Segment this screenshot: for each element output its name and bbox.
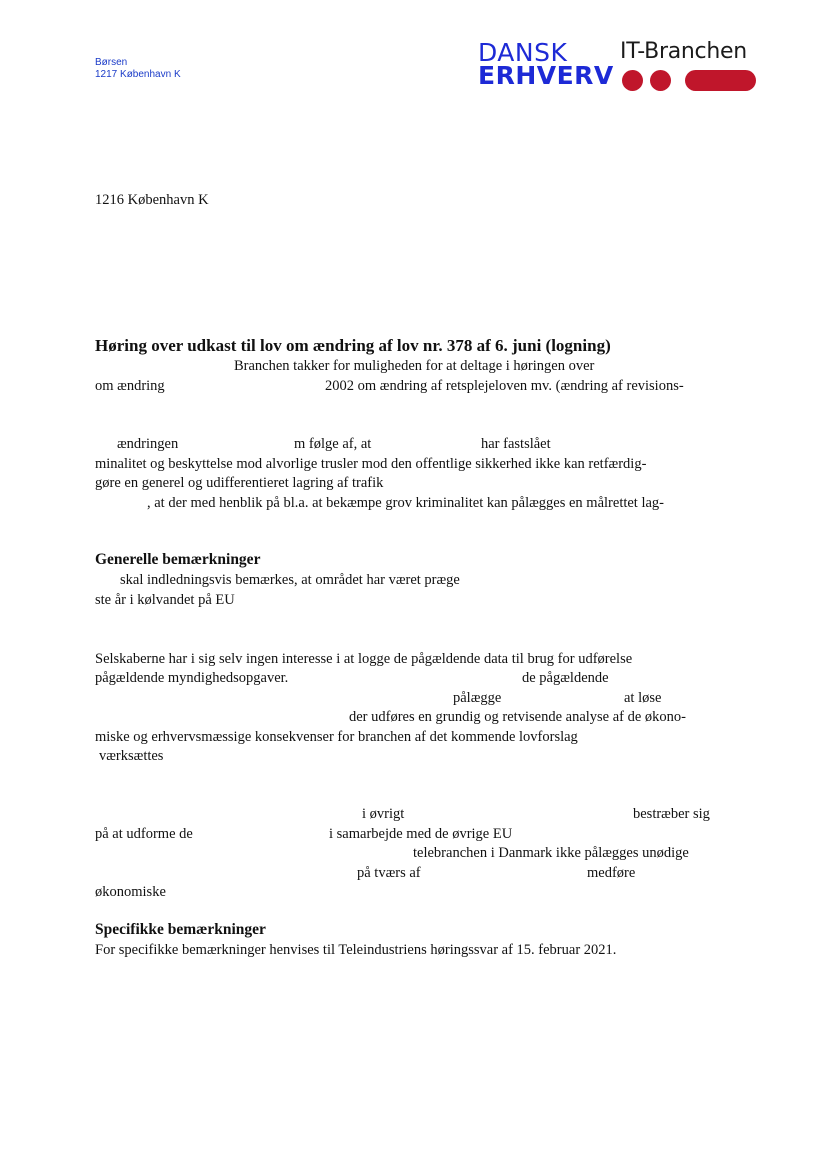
dansk-erhverv-logo-line-1: DANSK — [478, 38, 568, 67]
companies-line: miske og erhvervsmæssige konsekvenser for branchen af det kommende lovforslag — [95, 729, 578, 745]
general-line: ste år i kølvandet på EU — [95, 592, 235, 608]
companies-line: pågældende myndighedsopgaver. — [95, 670, 289, 686]
companies-line: værksættes — [99, 748, 164, 764]
companies-line: pålægge — [453, 690, 502, 706]
logo-dot-1 — [622, 70, 643, 91]
recipient-city: 1216 København K — [95, 192, 209, 208]
closing-line: i samarbejde med de øvrige EU — [329, 826, 513, 842]
intro-line: Branchen takker for muligheden for at deltage i høringen over — [234, 358, 595, 374]
background-line: gøre en generel og udifferentieret lagring af trafik — [95, 475, 384, 491]
intro-line: om ændring — [95, 378, 165, 394]
it-branchen-logo — [620, 39, 747, 64]
companies-line: at løse — [624, 690, 662, 706]
closing-line: i øvrigt — [362, 806, 405, 822]
sender-line-2: 1217 København K — [95, 69, 181, 80]
companies-line: de pågældende — [522, 670, 609, 686]
general-heading: Generelle bemærkninger — [95, 551, 261, 568]
companies-line: der udføres en grundig og retvisende analyse af de økono- — [349, 709, 687, 725]
closing-line: på tværs af — [357, 865, 421, 881]
closing-line: bestræber sig — [633, 806, 710, 822]
closing-line: telebranchen i Danmark ikke pålægges unødige — [413, 845, 689, 861]
document-title: Høring over udkast til lov om ændring af lov nr. 378 af 6. juni (logning) — [95, 336, 611, 355]
specific-heading: Specifikke bemærkninger — [95, 921, 266, 938]
dansk-erhverv-logo-line-2: ERHVERV — [478, 61, 614, 90]
background-line: ændringen — [117, 436, 179, 452]
it-branchen-logo-text: IT-Branchen — [620, 39, 747, 64]
logo-dot-2 — [650, 70, 671, 91]
companies-line: Selskaberne har i sig selv ingen interesse i at logge de pågældende data til brug for udførelse — [95, 651, 633, 667]
logo-pill — [685, 70, 756, 91]
sender-address — [95, 57, 181, 81]
background-line: har fastslået — [481, 436, 551, 452]
closing-line: på at udforme de — [95, 826, 193, 842]
background-line: minalitet og beskyttelse mod alvorlige trusler mod den offentlige sikkerhed ikke kan retfærdig- — [95, 456, 647, 472]
sender-line-1: Børsen — [95, 57, 128, 68]
intro-line: 2002 om ændring af retsplejeloven mv. (ændring af revisions- — [325, 378, 684, 394]
background-line: m følge af, at — [294, 436, 372, 452]
it-branchen-logo-shapes — [620, 70, 760, 92]
dansk-erhverv-logo — [478, 38, 614, 90]
closing-line: økonomiske — [95, 884, 166, 900]
closing-line: medføre — [587, 865, 636, 881]
general-line: skal indledningsvis bemærkes, at området har været præge — [120, 572, 460, 588]
background-line: , at der med henblik på bl.a. at bekæmpe grov kriminalitet kan pålægges en målrettet lag- — [147, 495, 665, 511]
specific-text: For specifikke bemærkninger henvises til Teleindustriens høringssvar af 15. februar 2021. — [95, 942, 617, 958]
